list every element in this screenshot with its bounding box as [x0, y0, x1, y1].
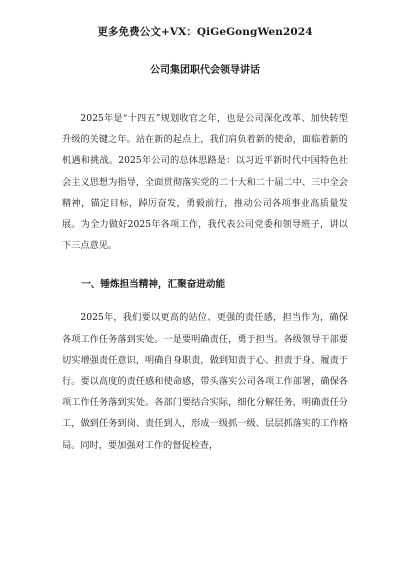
section-heading: 一、锤炼担当精神，汇聚奋进动能	[81, 279, 226, 291]
watermark-header: 更多免费公文+VX：QiGeGongWen2024	[97, 26, 313, 38]
document-title: 公司集团职代会领导讲话	[150, 65, 260, 76]
paragraph: 2025年是“十四五”规划收官之年，也是公司深化改革、加快转型升级的关键之年。站在新的起点上，我们肩负着新的使命，面临着新的机遇和挑战。2025年公司的总体思路是：以习近平新时代中国特色社会主义思想为指导，全面贯彻落实党的二十大和二十届二中、三中全会精神，锚定目标，踔厉奋发，勇毅前行，推动公司各项事业高质量发展。为全力做好2025年各项工作，我代表公司党委和领导班子，讲以下三点意见。	[62, 113, 348, 252]
paragraph: 2025年，我们要以更高的站位、更强的责任感，担当作为，确保各项工作任务落到实处。一是要明确责任，勇于担当。各级领导干部要切实增强责任意识，明确自身职责，做到知责于心、担责于身、履责于行。要以高度的责任感和使命感，带头落实公司各项工作部署，确保各项工作任务落到实处。各部门要结合实际，细化分解任务，明确责任分工，做到任务到岗、责任到人，形成一级抓一级、层层抓落实的工作格局。同时，要加强对工作的督促检查，	[62, 312, 348, 451]
